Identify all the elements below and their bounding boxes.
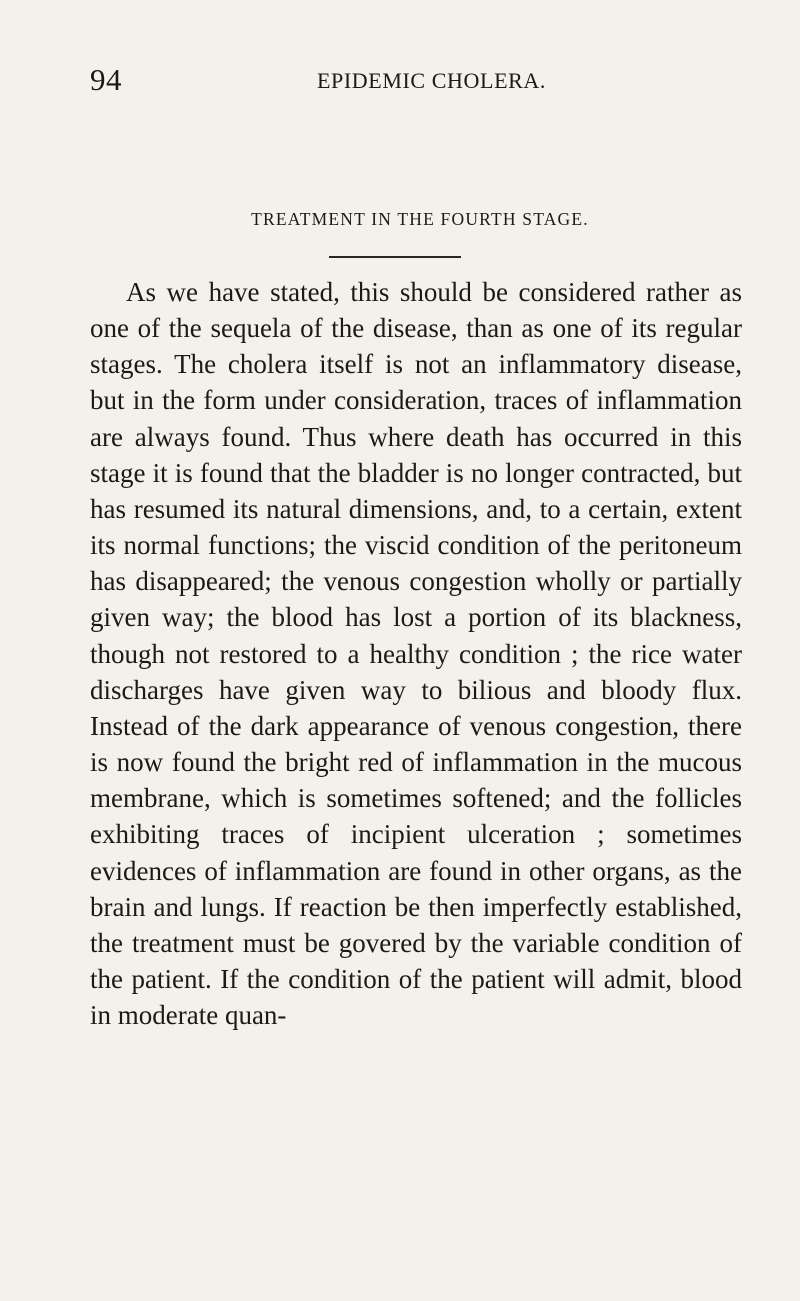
- section-heading: TREATMENT IN THE FOURTH STAGE.: [251, 209, 589, 229]
- page-number: 94: [90, 62, 122, 97]
- running-title: EPIDEMIC CHOLERA.: [317, 68, 546, 93]
- running-head: [90, 62, 742, 98]
- heading-rule: [329, 256, 461, 258]
- body-paragraph: As we have stated, this should be considered rather as one of the sequela of the disease, than as one of its regular stages. The cholera itself is not an inflammatory disease, but in the form under consideration, traces of inflammation are always found. Thus where death has occurred in this stage it is found that the bladder is no longer contracted, but has resumed its natural dimensions, and, to a certain, extent its normal functions; the viscid condition of the peritoneum has disappeared; the venous congestion wholly or partially given way; the blood has lost a portion of its blackness, though not restored to a healthy condition ; the rice water discharges have given way to bilious and bloody flux. Instead of the dark appearance of venous congestion, there is now found the bright red of inflammation in the mucous membrane, which is sometimes softened; and the follicles exhibiting traces of incipient ulceration ; sometimes evidences of inflammation are found in other organs, as the brain and lungs. If reaction be then imperfectly established, the treatment must be govered by the variable condition of the patient. If the condition of the patient will admit, blood in moderate quan-: [90, 277, 742, 1031]
